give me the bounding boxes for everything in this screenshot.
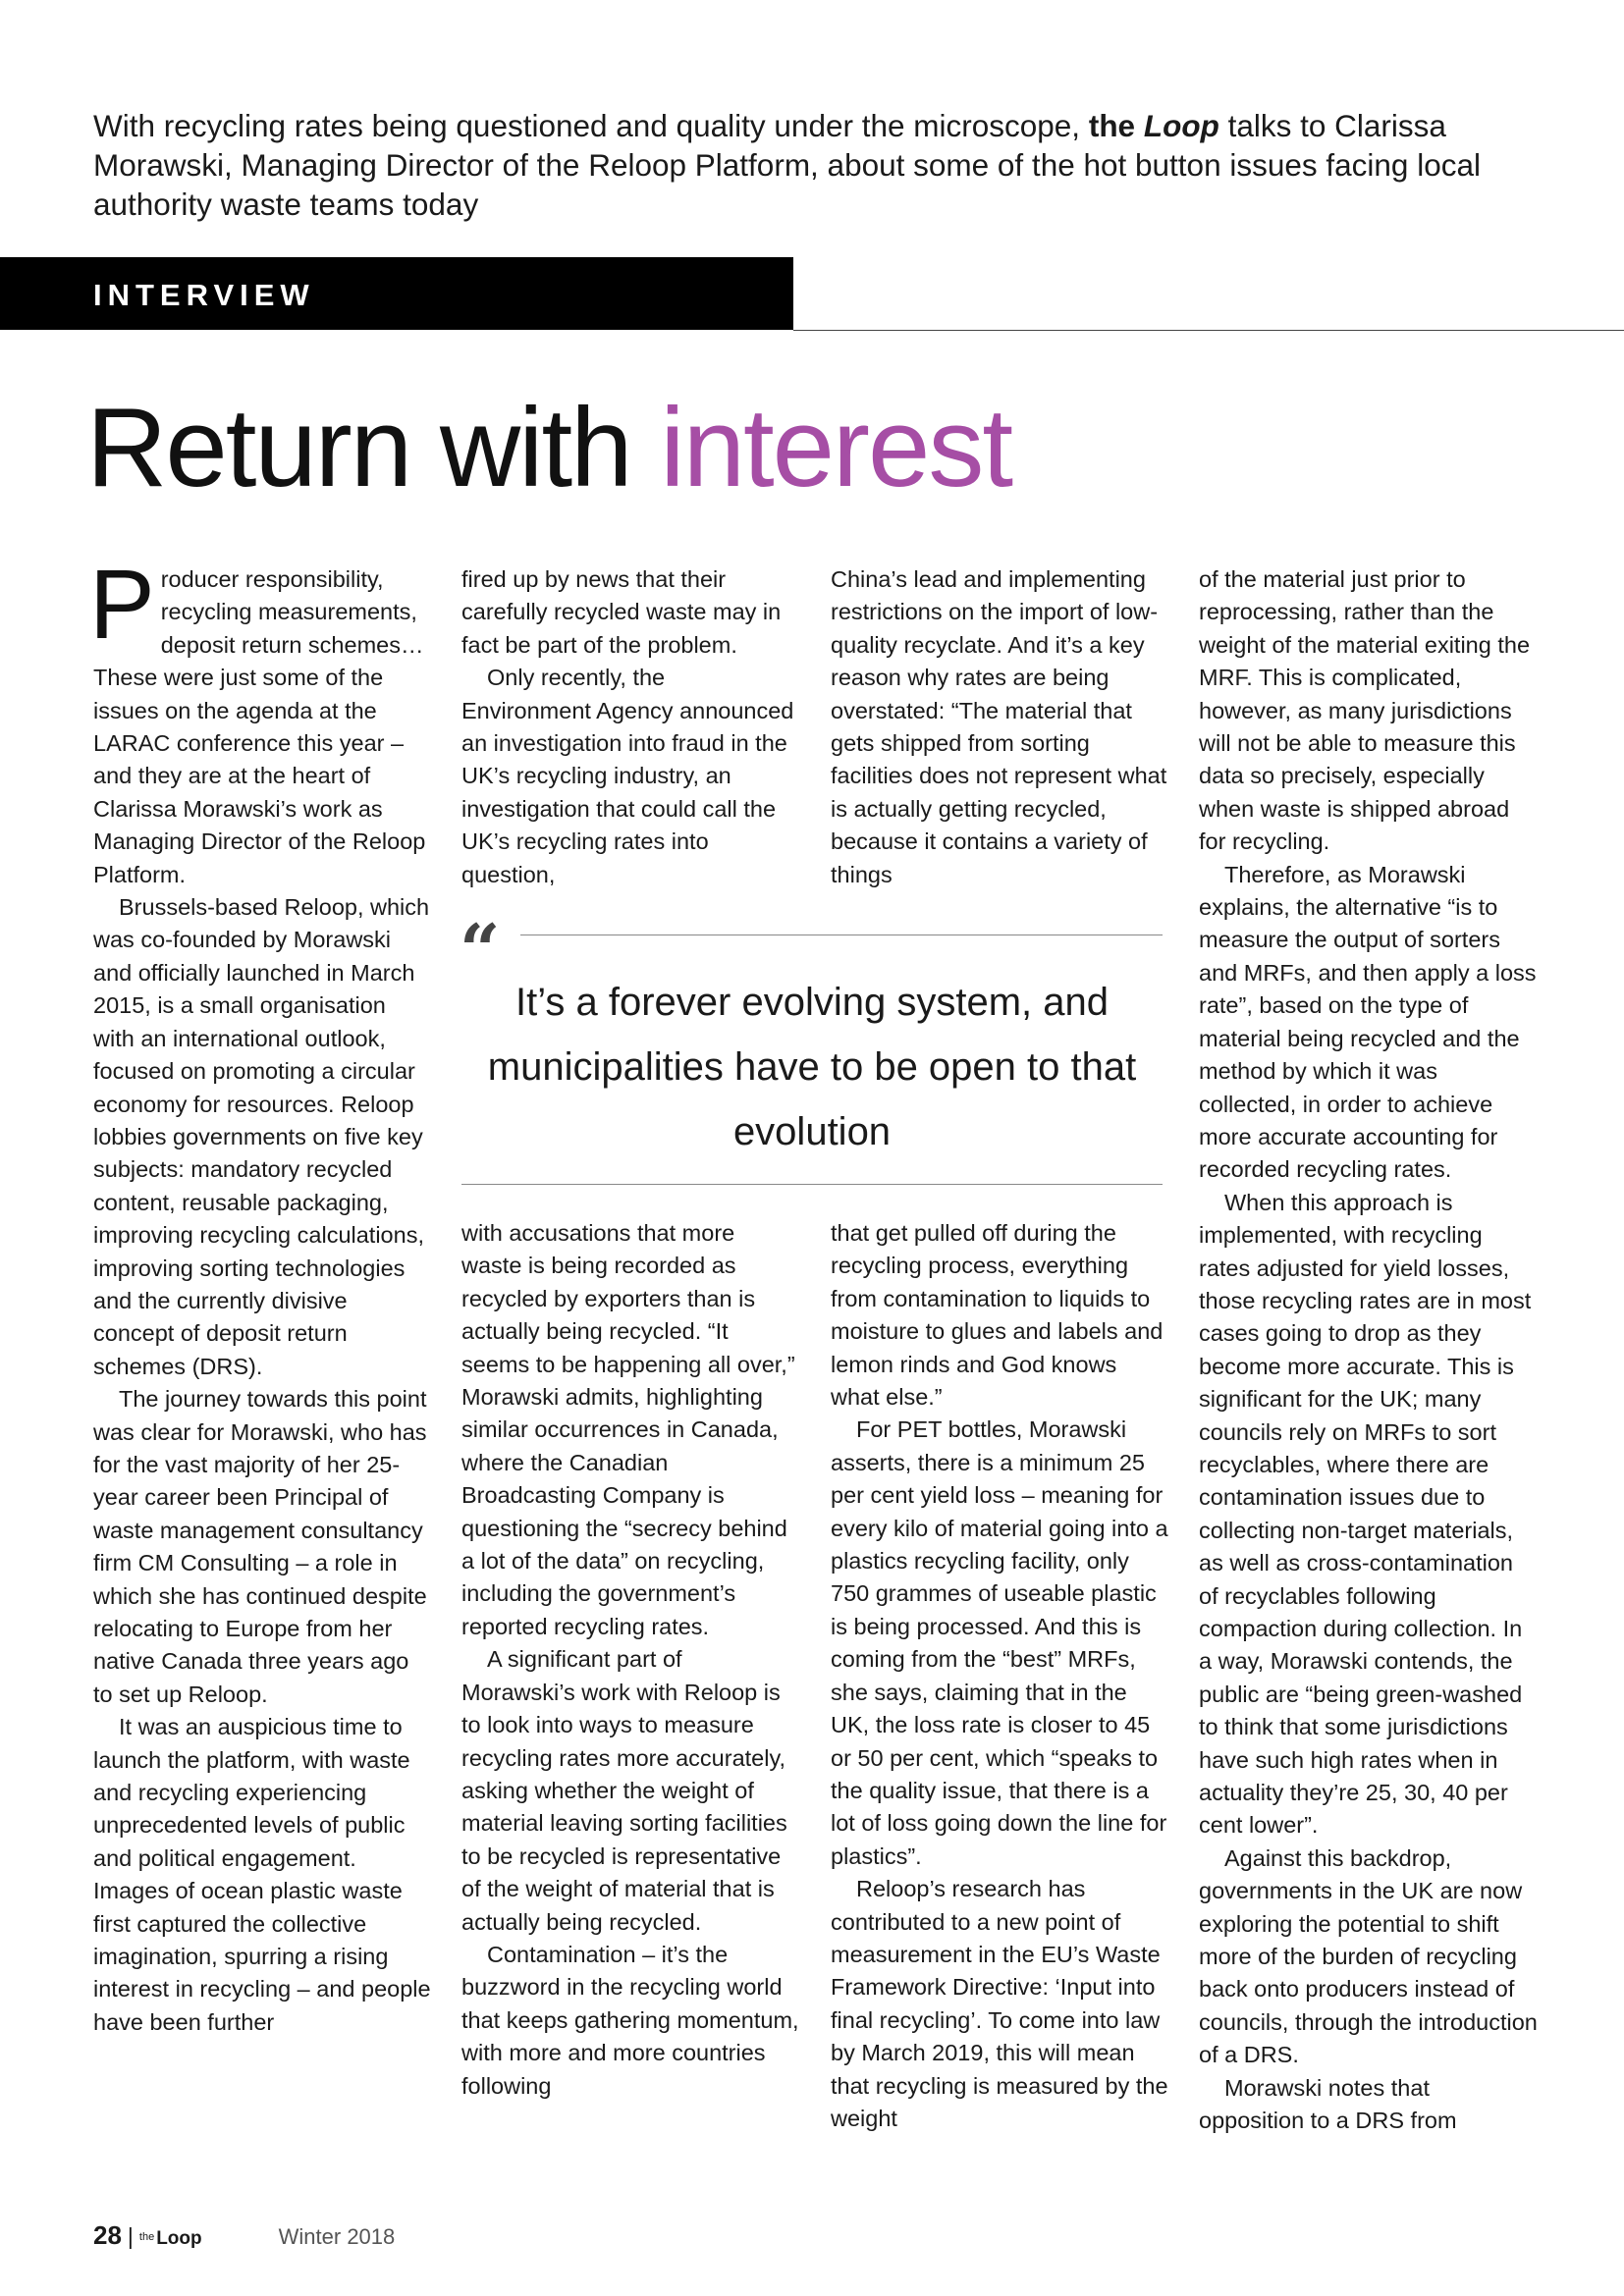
paragraph: Reloop’s research has contributed to a new point of measurement in the EU’s Waste Framework Directive: ‘Input into final recycling’. To come into law by March 2019, this will mean that recycling is measured by the weight — [831, 1876, 1168, 2131]
paragraph: When this approach is implemented, with recycling rates adjusted for yield losses, those recycling rates are in most cases going to drop as they become more accurate. This is significant for the UK; many councils rely on MRFs to sort recyclables, where there are contamination issues due to collecting non-target materials, as well as cross-contamination of recyclables following compaction during collection. In a way, Morawski contends, the public are “being green-washed to think that some jurisdictions have such high rates when in actuality they’re 25, 30, 40 per cent lower”. — [1199, 1189, 1532, 1839]
paragraph: Morawski notes that opposition to a DRS from — [1199, 2074, 1457, 2134]
standfirst-text: With recycling rates being questioned and quality under the microscope, — [93, 108, 1089, 143]
quote-icon: “ — [460, 908, 501, 991]
article-column-1 — [89, 550, 432, 2039]
paragraph-text: roducer responsibility, recycling measurements, deposit return schemes… These were just some of the issues on the agenda at the LARAC conference this year – and they are at the heart of Clarissa Morawski’s work as Managing Director of the Reloop Platform. — [93, 566, 426, 887]
article-column-3-top — [831, 563, 1169, 891]
paragraph: China’s lead and implementing restrictions on the import of low-quality recyclate. And it’s a key reason why rates are being overstated: “The material that gets shipped from sorting facilities does not represent what is actually getting recycled, because it contains a variety of things — [831, 566, 1167, 887]
article-column-2-bottom — [461, 1217, 800, 2103]
pull-quote: It’s a forever evolving system, and municipalities have to be open to that evolution — [487, 981, 1137, 1153]
section-label: INTERVIEW — [93, 278, 315, 312]
footer-brand: Loop — [156, 2228, 202, 2249]
footer-brand-prefix: the — [138, 2231, 155, 2243]
pull-quote-bottom-rule — [461, 1184, 1163, 1185]
paragraph: For PET bottles, Morawski asserts, there is a minimum 25 per cent yield loss – meaning for every kilo of material going into a plastics recycling facility, only 750 grammes of useable plastic is being processed. And this is coming from the “best” MRFs, she says, claiming that in the UK, the loss rate is closer to 45 or 50 per cent, which “speaks to the quality issue, that there is a lot of loss going down the line for plastics”. — [831, 1416, 1168, 1869]
paragraph: fired up by news that their carefully recycled waste may in fact be part of the problem. — [461, 566, 782, 658]
paragraph: Only recently, the Environment Agency announced an investigation into fraud in the UK’s recycling industry, an investigation that could call the UK’s recycling rates into question, — [461, 665, 794, 887]
paragraph: Therefore, as Morawski explains, the alternative “is to measure the output of sorters and MRFs, and then apply a loss rate”, based on the type of material being recycled and the method by which it was collected, in order to achieve more accurate accounting for recorded recycling rates. — [1199, 861, 1537, 1183]
title-accent: interest — [660, 386, 1012, 510]
paragraph: It was an auspicious time to launch the platform, with waste and recycling experiencing unprecedented levels of public and political engagement. Images of ocean plastic waste first captured the collective imagination, spurring a rising interest in recycling – and people have been further — [93, 1714, 431, 2035]
title-main: Return with — [86, 386, 661, 510]
page-footer — [93, 2220, 395, 2254]
pull-quote-top-rule — [520, 934, 1163, 935]
footer-separator: | — [127, 2223, 134, 2249]
page-title — [86, 385, 1011, 512]
article-column-4 — [1199, 563, 1538, 2138]
paragraph: Against this backdrop, governments in the UK are now exploring the potential to shift more of the burden of recycling back onto producers instead of councils, through the introduction of a DRS. — [1199, 1844, 1538, 2068]
standfirst — [93, 106, 1488, 224]
paragraph: Brussels-based Reloop, which was co-founded by Morawski and officially launched in March 2015, is a small organisation with an international outlook, focused on promoting a circular economy for resources. Reloop lobbies governments on five key subjects: mandatory recycled content, reusable packaging, improving recycling calculations, improving sorting technologies and the currently divisive concept of deposit return schemes (DRS). — [93, 894, 430, 1379]
paragraph: Contamination – it’s the buzzword in the recycling world that keeps gathering momentum, with more and more countries following — [461, 1941, 799, 2099]
paragraph — [89, 550, 432, 891]
paragraph: of the material just prior to reprocessing, rather than the weight of the material exiting the MRF. This is complicated, however, as many jurisdictions will not be able to measure this data so precisely, especially when waste is shipped abroad for recycling. — [1199, 566, 1531, 855]
paragraph: with accusations that more waste is being recorded as recycled by exporters than is actually being recycled. “It seems to be happening all over,” Morawski admits, highlighting similar occurrences in Canada, where the Canadian Broadcasting Company is questioning the “secrecy behind a lot of the data” on recycling, including the government’s reported recycling rates. — [461, 1220, 795, 1639]
paragraph: The journey towards this point was clear for Morawski, who has for the vast majority of her 25-year career been Principal of waste management consultancy firm CM Consulting – a role in which she has continued despite relocating to Europe from her native Canada three years ago to set up Reloop. — [93, 1386, 427, 1707]
header-divider — [793, 330, 1624, 331]
drop-cap: P — [89, 550, 155, 660]
issue-date: Winter 2018 — [278, 2224, 396, 2249]
article-column-3-bottom — [831, 1217, 1169, 2135]
standfirst-text-2: talks to Clarissa Morawski, Managing Director of the Reloop Platform, about some of the hot button issues facing local authority waste teams today — [93, 108, 1481, 222]
page-number: 28 — [93, 2220, 122, 2250]
section-banner — [0, 257, 793, 330]
paragraph: that get pulled off during the recycling process, everything from contamination to liquids to moisture to glues and labels and lemon rinds and God knows what else.” — [831, 1220, 1164, 1411]
article-column-2-top — [461, 563, 800, 891]
standfirst-loop: Loop — [1143, 108, 1219, 143]
standfirst-the: the — [1088, 108, 1144, 143]
paragraph: A significant part of Morawski’s work with Reloop is to look into ways to measure recycling rates more accurately, asking whether the weight of material leaving sorting facilities to be recycled is representative of the weight of material that is actually being recycled. — [461, 1646, 787, 1935]
